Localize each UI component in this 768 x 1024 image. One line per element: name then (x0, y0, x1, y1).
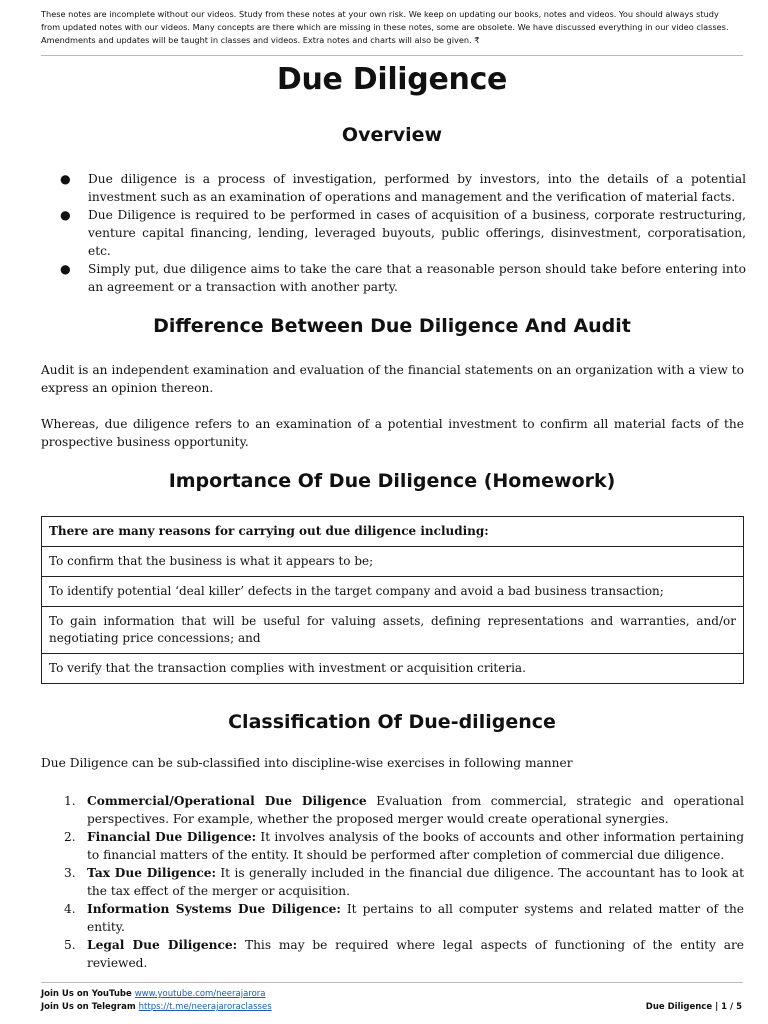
telegram-link[interactable]: https://t.me/neerajaroraclasses (138, 1002, 272, 1012)
audit-paragraph: Audit is an independent examination and evaluation of the financial statements on an organization with a view to express an opinion thereon. (41, 363, 744, 395)
bullet-icon: ● (60, 208, 71, 222)
page-number: Due Diligence | 1 / 5 (645, 1002, 742, 1012)
item-term: Legal Due Diligence: (87, 938, 238, 952)
list-item (41, 936, 744, 972)
item-term: Information Systems Due Diligence: (87, 902, 341, 916)
table-cell: There are many reasons for carrying out due diligence including: (42, 517, 744, 547)
list-item: ● Due Diligence is required to be performed in cases of acquisition of a business, corporate restructuring, venture capital financing, lending, leveraged buyouts, public offerings, disinvestment, corporatisation, etc. (60, 208, 746, 258)
item-term: Tax Due Diligence: (87, 866, 216, 880)
footer-telegram (41, 1002, 272, 1012)
item-number: 4. (64, 902, 76, 916)
bullet-icon: ● (60, 172, 71, 186)
importance-heading: Importance Of Due Diligence (Homework) (168, 470, 616, 492)
footer-youtube (41, 989, 266, 999)
table-row (42, 547, 744, 577)
telegram-label: Join Us on Telegram (41, 1002, 136, 1012)
list-item: ● Simply put, due diligence aims to take the care that a reasonable person should take before entering into an agreement or a transaction with another party. (60, 262, 746, 294)
item-text: It pertains to all computer systems and related matter of the entity. (87, 902, 745, 934)
list-item: ● Due diligence is a process of investigation, performed by investors, into the details of a potential investment such as an examination of operations and management and the verification of material facts. (60, 172, 746, 204)
item-number: 3. (64, 866, 76, 880)
classification-intro: Due Diligence can be sub-classified into discipline-wise exercises in following manner (41, 756, 573, 770)
item-text: This may be required where legal aspects of functioning of the entity are reviewed. (87, 938, 745, 970)
classification-heading: Classification Of Due-diligence (228, 711, 556, 733)
table-cell: To confirm that the business is what it appears to be; (42, 547, 744, 577)
classification-list (41, 792, 744, 972)
item-term: Financial Due Diligence: (87, 830, 257, 844)
table-row (42, 517, 744, 547)
table-cell: To identify potential ‘deal killer’ defects in the target company and avoid a bad business transaction; (42, 577, 744, 607)
footer-divider (41, 982, 743, 983)
table-row (42, 654, 744, 684)
header-divider (41, 55, 743, 56)
youtube-link[interactable]: www.youtube.com/neerajarora (134, 989, 266, 999)
list-item (41, 828, 744, 864)
list-item (41, 900, 744, 936)
table-cell: To verify that the transaction complies with investment or acquisition criteria. (42, 654, 744, 684)
item-term: Commercial/Operational Due Diligence (87, 794, 367, 808)
item-text: It is generally included in the financial due diligence. The accountant has to look at the tax effect of the merger or acquisition. (87, 866, 744, 898)
item-number: 5. (64, 938, 76, 952)
item-number: 1. (64, 794, 76, 808)
overview-list (40, 170, 746, 296)
reasons-table (41, 516, 744, 684)
youtube-label: Join Us on YouTube (41, 989, 132, 999)
item-number: 2. (64, 830, 76, 844)
list-item (41, 864, 744, 900)
item-text: It involves analysis of the books of accounts and other information pertaining to financial matters of the entity. It should be performed after completion of commercial due diligence. (87, 830, 744, 862)
page-title: Due Diligence (276, 62, 508, 97)
difference-heading: Difference Between Due Diligence And Audit (153, 315, 631, 337)
table-cell: To gain information that will be useful for valuing assets, defining representations and warranties, and/or negotiating price concessions; and (42, 607, 744, 654)
due-diligence-paragraph: Whereas, due diligence refers to an examination of a potential investment to confirm all material facts of the prospective business opportunity. (41, 417, 744, 449)
table-row (42, 577, 744, 607)
table-row (42, 607, 744, 654)
item-text: Evaluation from commercial, strategic and operational perspectives. For example, whether the proposed merger would create operational synergies. (87, 794, 745, 826)
header-disclaimer: These notes are incomplete without our videos. Study from these notes at your own risk. We keep on updating our books, notes and videos. You should always study from updated notes with our videos. Many concepts are there which are missing in these notes, some are obsolete. We have discussed everything in our video classes. Amendments and updates will be taught in classes and videos. Extra notes and charts will also be given. ₹ (41, 9, 729, 45)
bullet-icon: ● (60, 262, 71, 276)
overview-heading: Overview (341, 124, 443, 146)
list-item (41, 792, 744, 828)
